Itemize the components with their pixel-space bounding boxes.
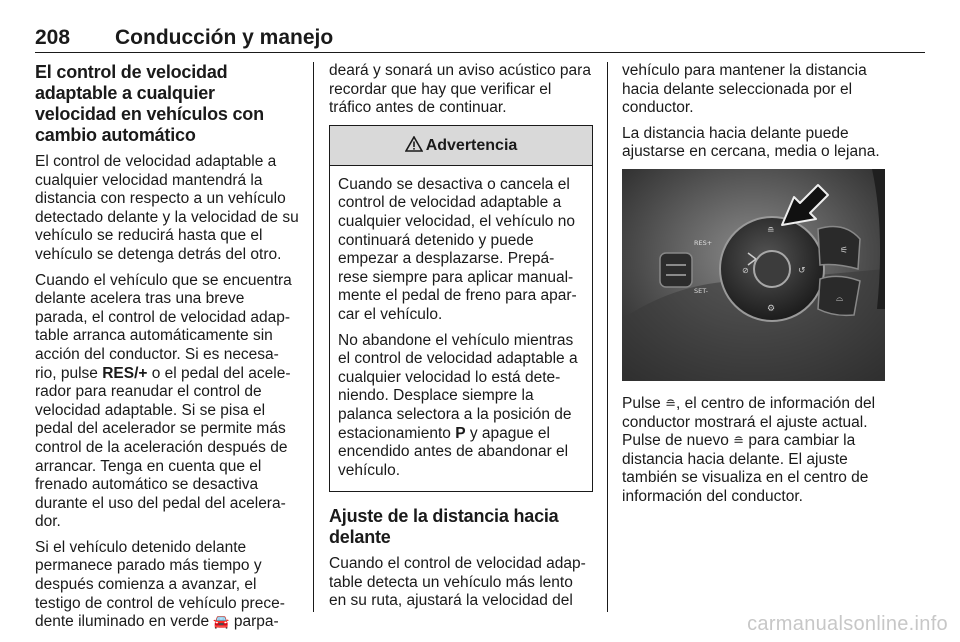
svg-text:≘: ≘ — [767, 225, 775, 236]
section-heading: El control de velocidad adaptable a cualquier velocidad en vehículos con cambio automático — [35, 62, 264, 145]
svg-text:⚙: ⚙ — [767, 303, 776, 314]
column-divider — [607, 62, 608, 612]
paragraph: Cuando el vehículo que se encuentra delante acelera tras una breve parada, el control de velocidad adap-table arranca automáticamente sin acción del conductor. Si es necesa-rio, pulse RES/+ o el pedal del acele-rador para reanudar el control de velocidad adaptable. Si se pisa el pedal del acelerador se permite más control de la aceleración después de arrancar. Tenga en cuenta que el frenado automático se desactiva durante el uso del pedal del acelera-dor. — [35, 271, 292, 531]
paragraph: Pulse ≘, el centro de información del conductor mostrará el ajuste actual. Pulse de nuevo ≘ para cambiar la distancia hacia delante. El ajuste también se visualiza en el centro de información del conductor. — [622, 394, 876, 505]
vehicle-ahead-icon: 🚘 — [213, 614, 230, 630]
column-3 — [622, 62, 892, 514]
svg-text:⊘: ⊘ — [742, 265, 749, 275]
paragraph: No abandone el vehículo mientras el control de velocidad adaptable a cualquier velocidad lo está dete-niendo. Desplace siempre la palanca selectora a la posición de estacionamiento P y apague el encendido antes de abandonar el vehículo. — [338, 331, 578, 479]
distance-gap-icon: ≘ — [733, 433, 745, 449]
paragraph: Cuando se desactiva o cancela el control de velocidad adaptable a cualquier velocidad, el vehículo no continuará detenido y puede empezar a desplazarse. Prepá-rese siempre para aplicar manual-mente el pedal de freno para apar-car el vehículo. — [338, 175, 577, 323]
column-2 — [329, 62, 593, 618]
warning-body — [330, 166, 592, 492]
res-label: RES/+ — [102, 364, 148, 382]
warning-header — [330, 126, 592, 166]
warning-title: Advertencia — [425, 136, 518, 154]
column-divider — [313, 62, 314, 612]
warning-box — [329, 125, 593, 493]
set-label: SET- — [694, 286, 708, 295]
page-number: 208 — [35, 26, 71, 49]
svg-text:⚟: ⚟ — [840, 245, 849, 256]
svg-text:↺: ↺ — [798, 265, 806, 276]
watermark: carmanualsonline.info — [747, 613, 948, 635]
upper-right-button — [818, 227, 860, 269]
paragraph: Cuando el control de velocidad adap-table detecta un vehículo más lento en su ruta, ajustará la velocidad del — [329, 555, 586, 610]
res-label: RES+ — [694, 238, 713, 247]
paragraph: Si el vehículo detenido delante permanece parado más tiempo y después comienza a avanzar, el testigo de control de vehículo prece-dente iluminado en verde 🚘 parpa- — [35, 538, 285, 631]
steering-wheel-illustration — [622, 169, 885, 381]
center-button — [754, 251, 790, 287]
steering-wheel-controls-figure — [622, 169, 885, 381]
svg-text:⌓: ⌓ — [836, 293, 844, 304]
section-heading: Ajuste de la distancia hacia delante — [329, 506, 559, 548]
page-header — [35, 22, 925, 54]
paragraph: El control de velocidad adaptable a cualquier velocidad mantendrá la distancia con respecto a un vehículo detectado delante y la velocidad de su vehículo se reducirá hasta que el vehículo se detenga detrás del otro. — [35, 153, 299, 263]
paragraph: La distancia hacia delante puede ajustarse en cercana, media o lejana. — [622, 124, 880, 161]
header-rule — [35, 52, 925, 53]
park-label: P — [455, 424, 466, 442]
column-1 — [35, 62, 299, 639]
paragraph: deará y sonará un aviso acústico para recordar que hay que verificar el tráfico antes de continuar. — [329, 62, 591, 117]
chapter-title: Conducción y manejo — [115, 26, 334, 49]
distance-gap-icon: ≘ — [665, 395, 676, 411]
res-set-rocker — [660, 253, 692, 287]
warning-triangle-icon — [405, 136, 423, 152]
paragraph: vehículo para mantener la distancia hacia delante seleccionada por el conductor. — [622, 62, 867, 117]
